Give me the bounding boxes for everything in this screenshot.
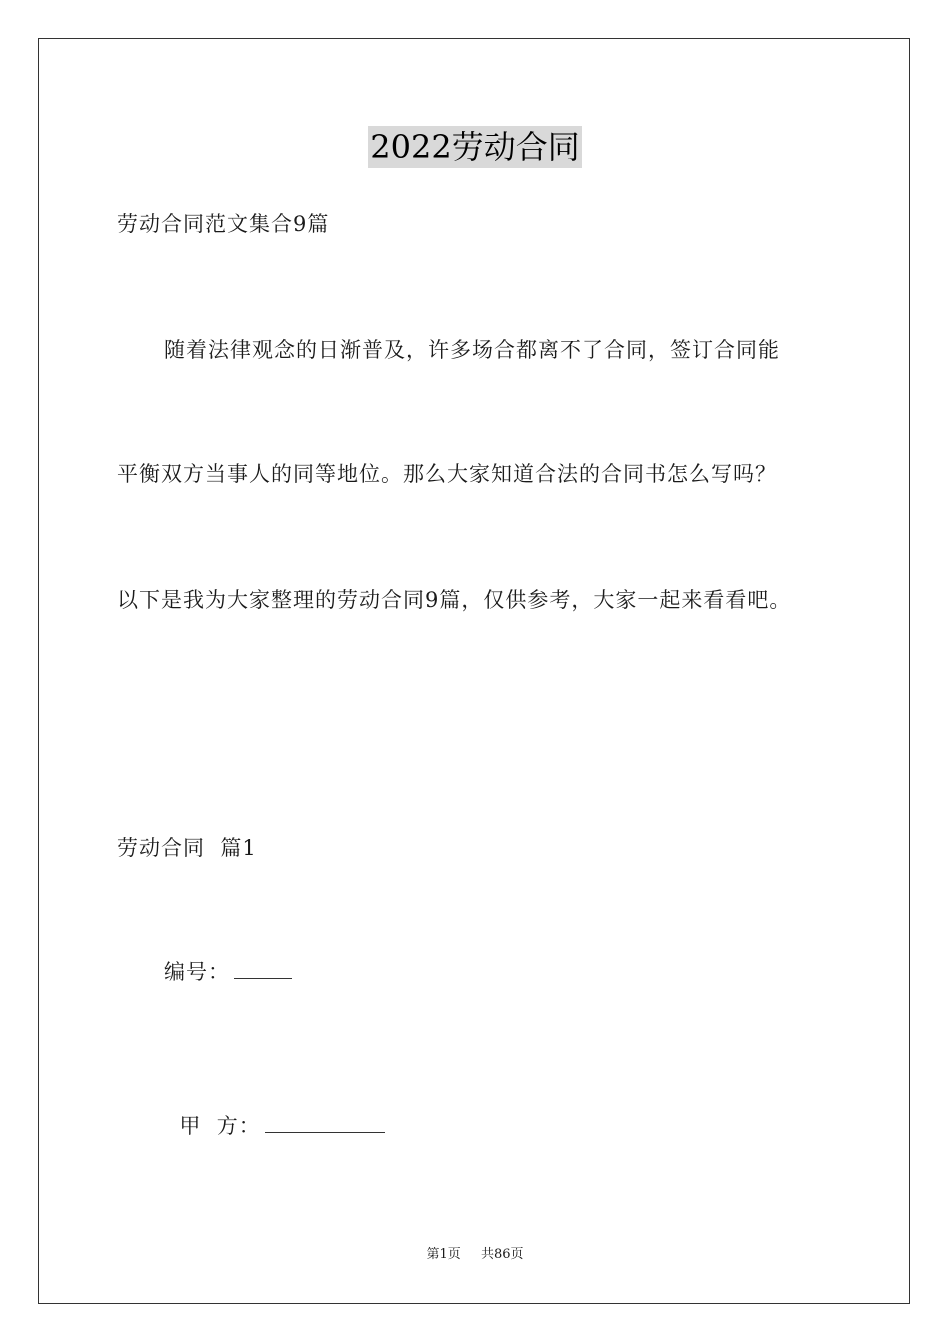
title-container bbox=[0, 126, 950, 168]
intro-paragraph-line-2: 平衡双方当事人的同等地位。那么大家知道合法的合同书怎么写吗？ bbox=[117, 462, 777, 486]
document-subtitle: 劳动合同范文集合9篇 bbox=[117, 212, 330, 236]
page-number: 第1页 bbox=[426, 1247, 461, 1262]
party-a-field-blank[interactable] bbox=[265, 1114, 385, 1133]
number-field-row bbox=[164, 958, 292, 986]
document-title: 2022劳动合同 bbox=[370, 128, 580, 166]
section-heading: 劳动合同 篇1 bbox=[117, 836, 257, 860]
intro-paragraph-line-3: 以下是我为大家整理的劳动合同9篇，仅供参考，大家一起来看看吧。 bbox=[117, 588, 792, 612]
party-a-field-row bbox=[164, 1084, 385, 1140]
number-field-label: 编号： bbox=[164, 960, 230, 984]
party-a-field-label: 甲 方： bbox=[179, 1114, 261, 1138]
total-pages: 共86页 bbox=[480, 1247, 524, 1262]
intro-paragraph-line-1: 随着法律观念的日渐普及，许多场合都离不了合同，签订合同能 bbox=[164, 338, 780, 362]
page-footer bbox=[0, 1246, 950, 1264]
number-field-blank[interactable] bbox=[234, 960, 292, 979]
